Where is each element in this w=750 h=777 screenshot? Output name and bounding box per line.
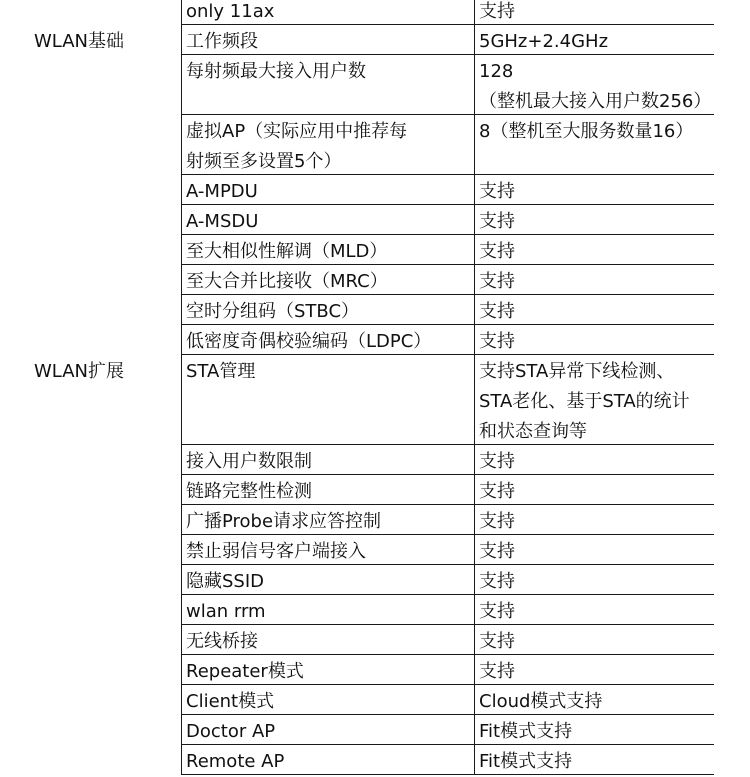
table-row — [0, 265, 750, 295]
value-cell — [475, 265, 714, 295]
feature-cell — [182, 55, 475, 115]
feature-label: 至大合并比接收（MRC） — [186, 271, 388, 292]
table-row — [0, 535, 750, 565]
table-row — [0, 0, 750, 25]
value-label: 支持 — [479, 571, 515, 592]
value-cell — [475, 715, 714, 745]
value-label: 支持 — [479, 331, 515, 352]
feature-cell — [182, 595, 475, 625]
feature-cell — [182, 235, 475, 265]
feature-cell — [182, 355, 475, 445]
table-row — [0, 745, 750, 775]
feature-cell — [182, 565, 475, 595]
table-row — [0, 205, 750, 235]
value-label: Fit模式支持 — [479, 721, 573, 742]
table-row — [0, 685, 750, 715]
value-label: 128 — [479, 61, 514, 82]
value-label: 支持 — [479, 601, 515, 622]
category-cell — [34, 595, 182, 625]
category-cell — [34, 715, 182, 745]
table-row — [0, 445, 750, 475]
value-label: 支持 — [479, 451, 515, 472]
category-cell — [34, 475, 182, 505]
value-cell — [475, 295, 714, 325]
feature-cell — [182, 265, 475, 295]
feature-label: Repeater模式 — [186, 661, 304, 682]
category-cell — [34, 0, 182, 25]
value-cell — [475, 625, 714, 655]
feature-label: Doctor AP — [186, 721, 276, 742]
feature-label: 禁止弱信号客户端接入 — [186, 541, 366, 562]
value-cell — [475, 115, 714, 175]
value-label: 支持 — [479, 661, 515, 682]
value-label: 5GHz+2.4GHz — [479, 31, 609, 52]
value-label: （整机最大接入用户数256） — [479, 91, 712, 112]
feature-cell — [182, 295, 475, 325]
value-label: 支持 — [479, 211, 515, 232]
table-row — [0, 355, 750, 445]
feature-label: 隐藏SSID — [186, 571, 265, 592]
category-cell — [34, 445, 182, 475]
feature-label: STA管理 — [186, 361, 256, 382]
feature-label: A-MSDU — [186, 211, 259, 232]
feature-label: 广播Probe请求应答控制 — [186, 511, 382, 532]
feature-label: Client模式 — [186, 691, 275, 712]
value-cell — [475, 0, 714, 25]
value-label: Cloud模式支持 — [479, 691, 603, 712]
category-cell — [34, 655, 182, 685]
feature-cell — [182, 475, 475, 505]
table-row — [0, 235, 750, 265]
category-cell — [34, 295, 182, 325]
feature-cell — [182, 625, 475, 655]
table-row — [0, 25, 750, 55]
value-label: 支持 — [479, 631, 515, 652]
feature-cell — [182, 325, 475, 355]
feature-cell — [182, 0, 475, 25]
feature-label: 射频至多设置5个） — [186, 151, 342, 172]
feature-label: 虚拟AP（实际应用中推荐每 — [186, 121, 408, 142]
feature-label: 空时分组码（STBC） — [186, 301, 360, 322]
feature-cell — [182, 715, 475, 745]
category-cell — [34, 745, 182, 775]
feature-label: 链路完整性检测 — [186, 481, 312, 502]
category-cell — [34, 355, 182, 445]
value-cell — [475, 745, 714, 775]
table-row — [0, 505, 750, 535]
feature-cell — [182, 655, 475, 685]
category-cell — [34, 25, 182, 55]
feature-label: 无线桥接 — [186, 631, 258, 652]
feature-cell — [182, 505, 475, 535]
value-label: 支持 — [479, 241, 515, 262]
value-cell — [475, 355, 714, 445]
category-cell — [34, 325, 182, 355]
category-cell — [34, 265, 182, 295]
value-cell — [475, 535, 714, 565]
category-cell — [34, 115, 182, 175]
feature-label: A-MPDU — [186, 181, 258, 202]
feature-label: 低密度奇偶校验编码（LDPC） — [186, 331, 432, 352]
value-label: 8（整机至大服务数量16） — [479, 121, 694, 142]
value-cell — [475, 685, 714, 715]
table-row — [0, 325, 750, 355]
table-row — [0, 625, 750, 655]
value-label: STA老化、基于STA的统计 — [479, 391, 690, 412]
feature-label: 接入用户数限制 — [186, 451, 312, 472]
category-cell — [34, 175, 182, 205]
table-row — [0, 595, 750, 625]
value-label: Fit模式支持 — [479, 751, 573, 772]
value-label: 支持 — [479, 1, 515, 22]
table-row — [0, 55, 750, 115]
value-label: 支持STA异常下线检测、 — [479, 361, 675, 382]
category-label: WLAN基础 — [34, 31, 125, 52]
feature-cell — [182, 745, 475, 775]
table-row — [0, 475, 750, 505]
category-cell — [34, 505, 182, 535]
feature-cell — [182, 25, 475, 55]
table-row — [0, 565, 750, 595]
feature-cell — [182, 175, 475, 205]
value-label: 支持 — [479, 271, 515, 292]
value-label: 支持 — [479, 481, 515, 502]
feature-label: Remote AP — [186, 751, 285, 772]
category-cell — [34, 55, 182, 115]
value-cell — [475, 325, 714, 355]
value-cell — [475, 445, 714, 475]
table-row — [0, 175, 750, 205]
value-cell — [475, 25, 714, 55]
table-row — [0, 115, 750, 175]
value-cell — [475, 175, 714, 205]
value-label: 支持 — [479, 181, 515, 202]
category-label: WLAN扩展 — [34, 361, 125, 382]
table-row — [0, 715, 750, 745]
value-cell — [475, 475, 714, 505]
value-label: 支持 — [479, 511, 515, 532]
feature-cell — [182, 115, 475, 175]
category-cell — [34, 625, 182, 655]
feature-label: 工作频段 — [186, 31, 258, 52]
value-cell — [475, 565, 714, 595]
table-row — [0, 655, 750, 685]
feature-label: only 11ax — [186, 1, 275, 22]
value-label: 支持 — [479, 541, 515, 562]
category-cell — [34, 565, 182, 595]
value-cell — [475, 655, 714, 685]
feature-cell — [182, 535, 475, 565]
category-cell — [34, 685, 182, 715]
value-cell — [475, 505, 714, 535]
feature-label: 每射频最大接入用户数 — [186, 61, 366, 82]
category-cell — [34, 205, 182, 235]
value-cell — [475, 235, 714, 265]
value-cell — [475, 55, 714, 115]
category-cell — [34, 535, 182, 565]
feature-cell — [182, 685, 475, 715]
feature-cell — [182, 445, 475, 475]
value-label: 支持 — [479, 301, 515, 322]
feature-label: 至大相似性解调（MLD） — [186, 241, 388, 262]
feature-label: wlan rrm — [186, 601, 266, 622]
category-cell — [34, 235, 182, 265]
value-cell — [475, 595, 714, 625]
table-row — [0, 295, 750, 325]
value-cell — [475, 205, 714, 235]
feature-cell — [182, 205, 475, 235]
value-label: 和状态查询等 — [479, 421, 587, 442]
